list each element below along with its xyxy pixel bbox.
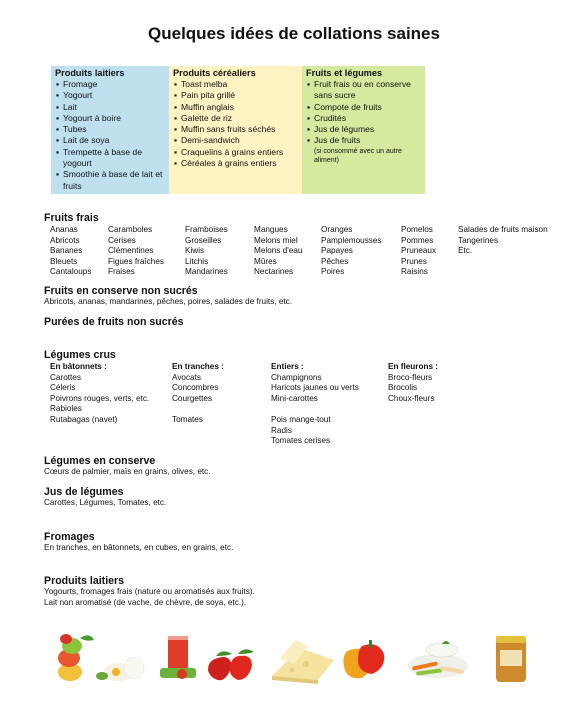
dairy-products-section	[44, 575, 255, 608]
list-item: ▪ Jus de fruits (si consommé avec un autre aliment)	[306, 135, 421, 165]
cheese-section	[44, 531, 233, 554]
section-heading: Jus de légumes	[44, 486, 124, 498]
list-item: ▪ Fruit frais ou en conserve sans sucre	[307, 79, 411, 101]
list-item: ▪ Pain pita grillé	[174, 90, 235, 101]
section-text: En tranches, en bâtonnets, en cubes, en grains, etc.	[44, 543, 234, 552]
section-heading: Produits laitiers	[44, 575, 125, 587]
list-item: ▪ Compote de fruits	[307, 101, 382, 112]
veg-column-sticks: En bâtonnets : Carottes Céleris Poivrons rouges, verts, etc. Rabioles Rutabagas (navet)	[50, 362, 150, 424]
list-item: ▪ Muffin sans fruits séchés	[174, 124, 276, 135]
list-item: ▪ Céréales à grains entiers	[174, 158, 277, 169]
fruit-veg-group-heading: Fruits et légumes	[306, 68, 383, 78]
veg-column-slices: En tranches : Avocats Concombres Courgettes Tomates	[172, 362, 224, 424]
peppers-illustration	[343, 640, 384, 678]
fruit-column: Caramboles Cerises Clémentines Figues fraîches Fraises	[108, 225, 164, 277]
food-groups-table	[51, 66, 425, 194]
list-item: ▪ Demi-sandwich	[174, 135, 240, 146]
juice-glass-illustration	[160, 636, 196, 679]
purees-section	[44, 316, 184, 328]
section-heading: Légumes crus	[44, 349, 116, 361]
list-item: ▪ Trempette à base de yogourt	[56, 146, 142, 169]
veg-juice-section	[44, 486, 166, 509]
veg-column-whole: Entiers : Champignons Haricots jaunes ou verts Mini-carottes Pois mange-tout Radis Tomates cerises	[271, 362, 359, 446]
list-item: ▪ Smoothie à base de lait et fruits	[56, 169, 163, 191]
section-heading: Légumes en conserve	[44, 455, 156, 467]
section-heading: Fruits en conserve non sucrés	[44, 285, 198, 297]
section-heading: Fromages	[44, 531, 95, 543]
list-item: ▪ Craquelins à grains entiers	[174, 146, 284, 157]
canned-veg-section	[44, 455, 211, 478]
list-item: ▪ Tubes	[56, 124, 87, 135]
section-text: Yogourts, fromages frais (nature ou aromatisés aux fruits).	[44, 587, 255, 596]
cheese-illustration	[272, 640, 334, 684]
list-item: ▪ Jus de légumes	[307, 124, 375, 135]
fruit-column: Pomelos Pommes Pruneaux Prunes Raisins	[401, 225, 437, 277]
dairy-group-box	[51, 66, 169, 194]
cereal-group-heading: Produits céréaliers	[173, 68, 256, 78]
list-item: ▪ Yogourt à boire	[56, 112, 121, 123]
list-item: ▪ Fromage	[56, 79, 98, 89]
list-item: ▪ Crudités	[307, 112, 346, 123]
page-title: Quelques idées de collations saines	[148, 24, 440, 43]
dairy-group-heading: Produits laitiers	[55, 68, 125, 78]
food-photos-strip	[50, 628, 536, 684]
section-heading: Purées de fruits non sucrés	[44, 316, 184, 328]
jar-illustration	[496, 636, 526, 682]
canned-fruits-section	[44, 285, 292, 308]
section-text: Abricots, ananas, mandarines, pêches, poires, salades de fruits, etc.	[44, 297, 293, 306]
fruit-column: Salades de fruits maison Tangerines Etc.	[458, 225, 548, 256]
fruit-column: Framboises Groseilles Kiwis Litchis Mandarines	[185, 225, 228, 277]
list-item: ▪ Muffin anglais	[174, 101, 234, 112]
list-item: ▪ Toast melba	[174, 79, 228, 89]
section-text: Carottes, Légumes, Tomates, etc.	[44, 498, 167, 507]
section-heading: Fruits frais	[44, 212, 99, 224]
raw-veg-section	[44, 349, 116, 361]
fruit-column: Ananas Abricots Bananes Bleuets Cantaloups	[50, 225, 92, 277]
section-text: Lait non aromatisé (de vache, de chèvre, de soya, etc.).	[44, 597, 247, 607]
section-text: Cœurs de palmier, maïs en grains, olives, etc.	[44, 467, 211, 476]
eggs-illustration	[96, 657, 144, 681]
list-item: ▪ Lait	[56, 101, 77, 112]
fresh-fruits-section	[44, 212, 99, 224]
fruit-stack-illustration	[58, 634, 94, 681]
cereal-group-box	[169, 66, 302, 194]
fruit-column: Mangues Melons miel Melons d'eau Mûres Nectarines	[254, 225, 303, 277]
strawberries-illustration	[208, 649, 254, 680]
veg-column-florets: En fleurons : Broco-fleurs Brocolis Choux-fleurs	[388, 362, 439, 403]
list-item: ▪ Yogourt	[56, 90, 93, 101]
list-item: ▪ Lait de soya	[56, 135, 110, 146]
fruit-veg-group-box	[302, 66, 425, 194]
veggie-sticks-dip-illustration	[408, 641, 468, 678]
fruit-column: Oranges Pamplemousses Papayes Pêches Poires	[321, 225, 382, 277]
list-item: ▪ Galette de riz	[174, 112, 233, 123]
juice-note: (si consommé avec un autre aliment)	[314, 147, 402, 164]
